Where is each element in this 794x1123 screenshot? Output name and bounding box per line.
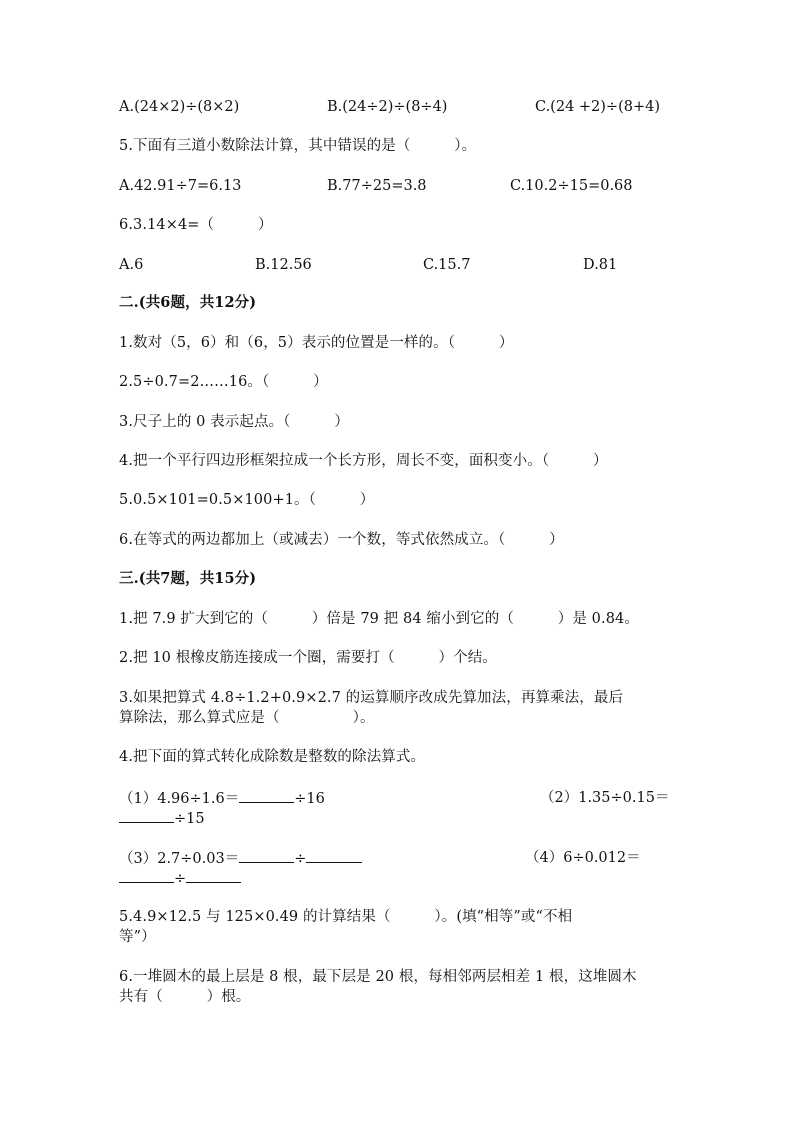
- s3-q6-line1: 6.一堆圆木的最上层是 8 根，最下层是 20 根，每相邻两层相差 1 根，这堆圆木: [119, 969, 637, 985]
- s3-q4-3-expr: （3）2.7÷0.03＝: [119, 851, 240, 867]
- s2-item-2: 2.5÷0.7=2……16。（ ）: [119, 374, 328, 390]
- s3-q1: 1.把 7.9 扩大到它的（ ）倍是 79 把 84 缩小到它的（ ）是 0.84。: [119, 611, 639, 627]
- s3-q3-line2: 算除法，那么算式应是（ ）。: [119, 710, 375, 726]
- s3-q5-line2: 等”）: [119, 929, 156, 945]
- s3-q4-3-blank-1[interactable]: [239, 848, 294, 863]
- s2-item-3: 3.尺子上的 0 表示起点。（ ）: [119, 414, 349, 430]
- q4-option-a: A.(24×2)÷(8×2): [119, 99, 240, 115]
- q6-option-a: A.6: [119, 257, 144, 273]
- s2-item-1: 1.数对（5，6）和（6，5）表示的位置是一样的。（ ）: [119, 335, 514, 351]
- s3-q4-4-blank-2[interactable]: [186, 868, 241, 883]
- s3-q4-3-blank-2[interactable]: [306, 848, 362, 863]
- q5-option-b: B.77÷25=3.8: [327, 178, 427, 194]
- q6-option-d: D.81: [583, 257, 618, 273]
- s3-q4-3: [119, 848, 362, 869]
- s3-q4-1-blank[interactable]: [239, 788, 294, 803]
- s3-q4-2-blank[interactable]: [119, 808, 174, 823]
- s3-q4-4-blank-1[interactable]: [119, 868, 174, 883]
- section3-title: 三.(共7题，共15分): [119, 570, 257, 587]
- s3-q4: 4.把下面的算式转化成除数是整数的除法算式。: [119, 749, 426, 765]
- s3-q4-1: [119, 788, 325, 809]
- s3-q4-4-cont: [119, 868, 241, 889]
- s3-q4-4-expr: （4）6÷0.012＝: [525, 850, 641, 866]
- s3-q3-line1: 3.如果把算式 4.8÷1.2+0.9×2.7 的运算顺序改成先算加法，再算乘法，最后: [119, 690, 624, 706]
- q5-option-a: A.42.91÷7=6.13: [119, 178, 242, 194]
- s3-q2: 2.把 10 根橡皮筋连接成一个圈，需要打（ ）个结。: [119, 650, 497, 666]
- s3-q4-4-div: ÷: [174, 871, 187, 887]
- s2-item-6: 6.在等式的两边都加上（或减去）一个数，等式依然成立。（ ）: [119, 532, 564, 548]
- s3-q4-2-cont: [119, 808, 205, 829]
- q6-option-c: C.15.7: [423, 257, 471, 273]
- s3-q6-line2: 共有（ ）根。: [119, 989, 251, 1005]
- q6-text: 6.3.14×4=（ ）: [119, 217, 273, 233]
- q5-option-c: C.10.2÷15=0.68: [510, 178, 633, 194]
- q4-option-c: C.(24 +2)÷(8+4): [535, 99, 660, 115]
- s2-item-4: 4.把一个平行四边形框架拉成一个长方形，周长不变，面积变小。（ ）: [119, 453, 608, 469]
- s3-q4-2-expr: （2）1.35÷0.15＝: [540, 790, 670, 806]
- s2-item-5: 5.0.5×101=0.5×100+1。（ ）: [119, 492, 375, 508]
- s3-q4-2-divisor: ÷15: [174, 811, 205, 827]
- s3-q5-line1: 5.4.9×12.5 与 125×0.49 的计算结果（ ）。(填“相等”或“不相: [119, 909, 573, 925]
- s3-q4-3-div: ÷: [294, 851, 307, 867]
- s3-q4-1-expr: （1）4.96÷1.6＝: [119, 791, 240, 807]
- q4-option-b: B.(24÷2)÷(8÷4): [327, 99, 448, 115]
- s3-q4-1-divisor: ÷16: [294, 791, 325, 807]
- section2-title: 二.(共6题，共12分): [119, 294, 257, 311]
- q5-text: 5.下面有三道小数除法计算，其中错误的是（ ）。: [119, 138, 477, 154]
- q6-option-b: B.12.56: [255, 257, 312, 273]
